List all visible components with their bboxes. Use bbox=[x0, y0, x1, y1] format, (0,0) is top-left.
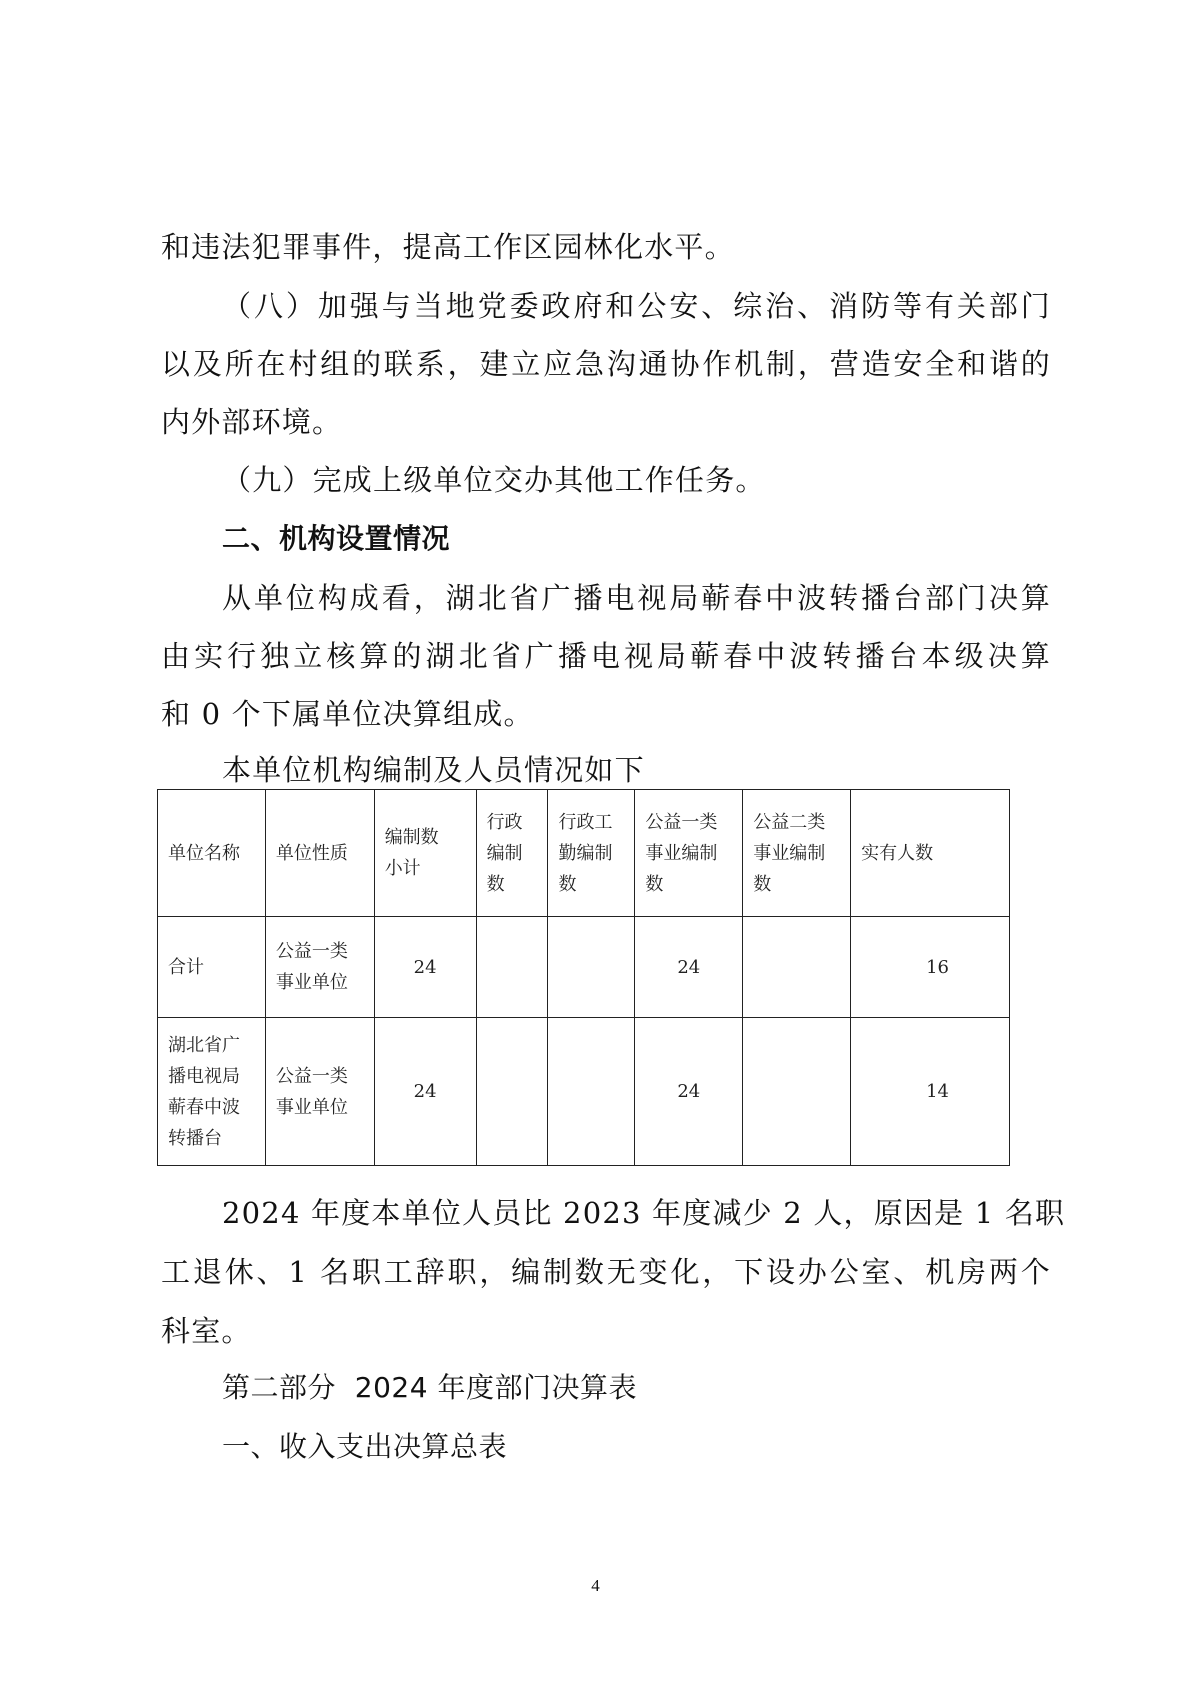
table-section-heading: 一、收入支出决算总表 bbox=[222, 1430, 508, 1463]
paragraph-line: 工退休、1 名职工辞职，编制数无变化，下设办公室、机房两个 bbox=[161, 1255, 1051, 1289]
header-cell-actual-headcount: 实有人数 bbox=[851, 790, 1010, 917]
paragraph-line: 科室。 bbox=[161, 1314, 252, 1348]
cell-unit-name: 合计 bbox=[158, 917, 266, 1018]
header-cell-unit-name: 单位名称 bbox=[158, 790, 266, 917]
cell-admin-staffing bbox=[476, 917, 548, 1018]
cell-admin-staffing bbox=[476, 1018, 548, 1166]
paragraph-line: 以及所在村组的联系，建立应急沟通协作机制，营造安全和谐的 bbox=[161, 347, 1051, 381]
cell-actual-headcount: 16 bbox=[851, 917, 1010, 1018]
cell-unit-nature: 公益一类 事业单位 bbox=[265, 1018, 374, 1166]
table-header-row bbox=[158, 790, 1010, 917]
paragraph-line: 内外部环境。 bbox=[161, 405, 343, 439]
cell-public1-staffing: 24 bbox=[635, 917, 743, 1018]
paragraph-line: 和违法犯罪事件，提高工作区园林化水平。 bbox=[161, 230, 735, 264]
cell-admin-worker-staffing bbox=[548, 1018, 635, 1166]
table-row bbox=[158, 1018, 1010, 1166]
header-cell-unit-nature: 单位性质 bbox=[265, 790, 374, 917]
paragraph-line: 从单位构成看，湖北省广播电视局蕲春中波转播台部门决算 bbox=[222, 581, 1051, 615]
cell-admin-worker-staffing bbox=[548, 917, 635, 1018]
cell-unit-nature: 公益一类 事业单位 bbox=[265, 917, 374, 1018]
part-heading: 第二部分 2024 年度部门决算表 bbox=[222, 1371, 637, 1404]
page-number: 4 bbox=[591, 1576, 600, 1595]
paragraph-line: 2024 年度本单位人员比 2023 年度减少 2 人，原因是 1 名职 bbox=[222, 1196, 1066, 1230]
table-caption: 本单位机构编制及人员情况如下 bbox=[222, 753, 645, 787]
section-heading: 二、机构设置情况 bbox=[222, 522, 451, 555]
cell-staffing-subtotal: 24 bbox=[374, 1018, 476, 1166]
header-cell-public1-staffing: 公益一类 事业编制 数 bbox=[635, 790, 743, 917]
cell-actual-headcount: 14 bbox=[851, 1018, 1010, 1166]
paragraph-line: 由实行独立核算的湖北省广播电视局蕲春中波转播台本级决算 bbox=[161, 639, 1051, 673]
cell-public1-staffing: 24 bbox=[635, 1018, 743, 1166]
paragraph-line: （九）完成上级单位交办其他工作任务。 bbox=[222, 463, 766, 497]
staffing-table bbox=[157, 789, 1010, 1166]
cell-unit-name: 湖北省广 播电视局 蕲春中波 转播台 bbox=[158, 1018, 266, 1166]
header-cell-admin-staffing: 行政 编制 数 bbox=[476, 790, 548, 917]
paragraph-line: 和 0 个下属单位决算组成。 bbox=[161, 697, 534, 731]
header-cell-admin-worker-staffing: 行政工 勤编制 数 bbox=[548, 790, 635, 917]
paragraph-line: （八）加强与当地党委政府和公安、综治、消防等有关部门 bbox=[222, 289, 1051, 323]
cell-staffing-subtotal: 24 bbox=[374, 917, 476, 1018]
table-row bbox=[158, 917, 1010, 1018]
header-cell-public2-staffing: 公益二类 事业编制 数 bbox=[743, 790, 851, 917]
cell-public2-staffing bbox=[743, 917, 851, 1018]
cell-public2-staffing bbox=[743, 1018, 851, 1166]
header-cell-staffing-subtotal: 编制数 小计 bbox=[374, 790, 476, 917]
